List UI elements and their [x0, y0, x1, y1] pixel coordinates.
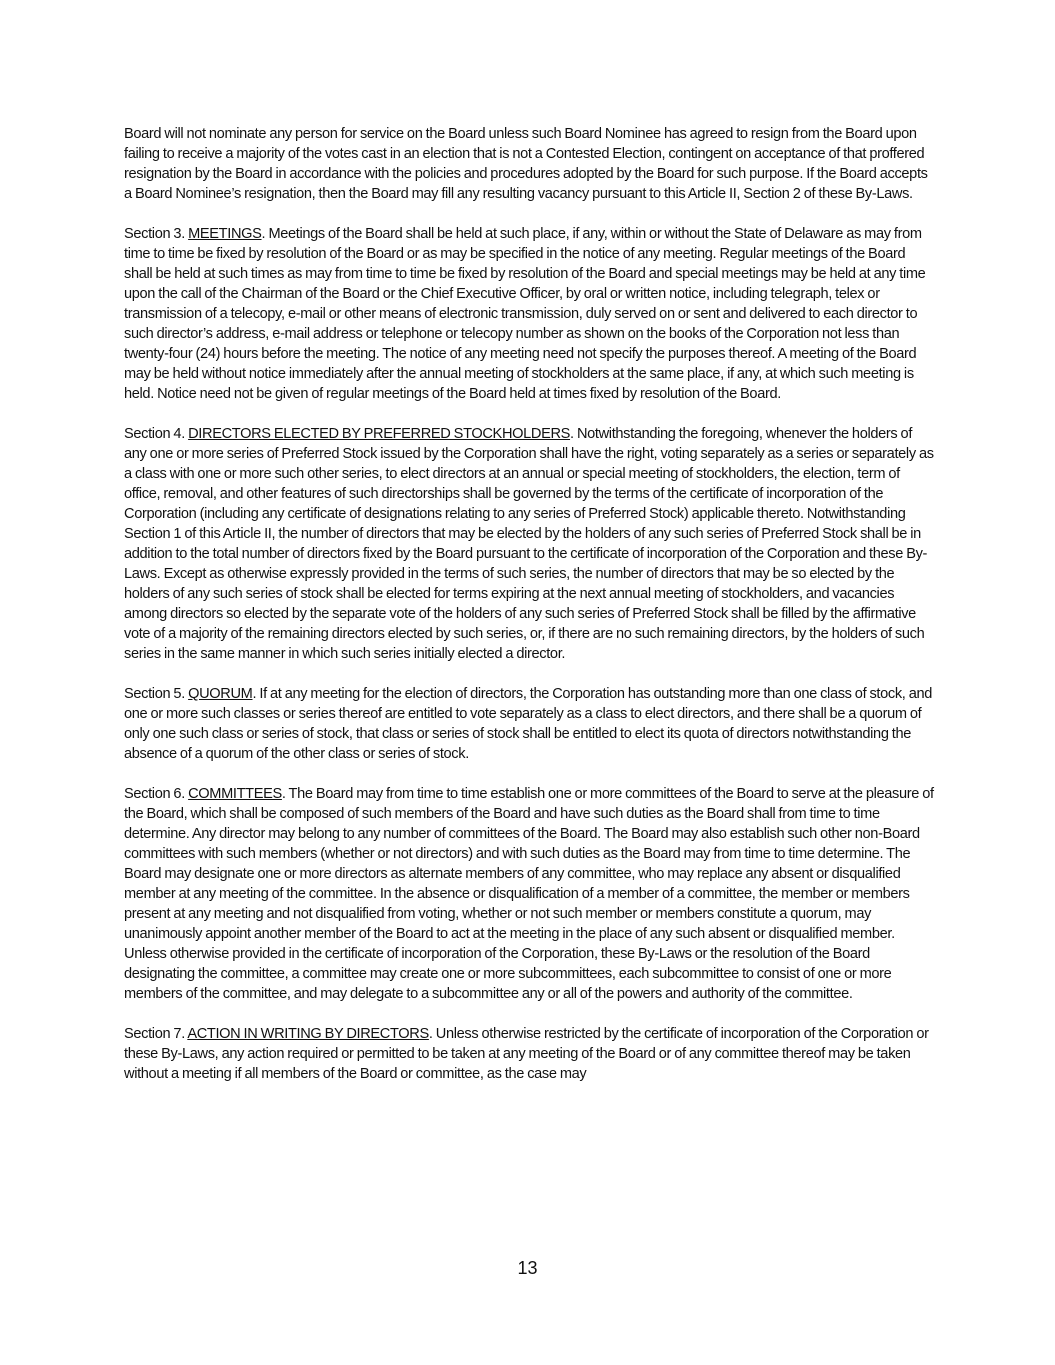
section-6-heading: COMMITTEES [188, 786, 282, 802]
section-3-heading: MEETINGS [188, 226, 262, 242]
section-4-prefix: Section 4. [124, 426, 189, 442]
section-7-action-in-writing [124, 1024, 936, 1084]
section-5-prefix: Section 5. [124, 686, 189, 702]
section-6-committees [124, 784, 936, 1004]
section-7-heading: ACTION IN WRITING BY DIRECTORS [187, 1026, 429, 1042]
section-4-body: . Notwithstanding the foregoing, whenever the holders of any one or more series of Preferred Stock issued by the Corporation shall have the right, voting separately as a series or separately as a class with one or more such other series, to elect directors at an annual or special meeting of stockholders, the election, term of office, removal, and other features of such directorships shall be governed by the terms of the certificate of incorporation of the Corporation (including any certificate of designations relating to any series of Preferred Stock) applicable thereto. Notwithstanding Section 1 of this Article II, the number of directors that may be elected by the holders of any such series of Preferred Stock shall be in addition to the total number of directors fixed by the Board pursuant to the certificate of incorporation of the Corporation and these By-Laws. Except as otherwise expressly provided in the terms of such series, the number of directors that may be so elected by the holders of any such series of stock shall be elected for terms expiring at the next annual meeting of stockholders, and vacancies among directors so elected by the separate vote of the holders of any such series of Preferred Stock shall be filled by the affirmative vote of a majority of the remaining directors elected by such series, or, if there are no such remaining directors, by the holders of such series in the same manner in which such series initially elected a director. [124, 426, 934, 662]
page-number: 13 [517, 1258, 538, 1278]
section-3-body: . Meetings of the Board shall be held at such place, if any, within or without the State of Delaware as may from time to time be fixed by resolution of the Board or as may be specified in the notice of any meeting. Regular meetings of the Board shall be held at such times as may from time to time be fixed by resolution of the Board and special meetings may be held at any time upon the call of the Chairman of the Board or the Chief Executive Officer, by oral or written notice, including telegraph, telex or transmission of a telecopy, e-mail or other means of electronic transmission, duly served on or sent and delivered to each director to such director’s address, e-mail address or telephone or telecopy number as shown on the books of the Corporation not less than twenty-four (24) hours before the meeting. The notice of any meeting need not specify the purposes thereof. A meeting of the Board may be held without notice immediately after the annual meeting of stockholders at the same place, if any, at which such meeting is held. Notice need not be given of regular meetings of the Board held at times fixed by resolution of the Board. [124, 226, 926, 402]
section-4-directors-elected [124, 424, 936, 664]
section-5-heading: QUORUM [188, 686, 253, 702]
section-5-body: . If at any meeting for the election of directors, the Corporation has outstanding more than one class of stock, and one or more such classes or series thereof are entitled to vote separately as a class to elect directors, and there shall be a quorum of only one such class or series of stock, that class or series of stock shall be entitled to elect its quota of directors notwithstanding the absence of a quorum of the other class or series of stock. [124, 686, 933, 762]
section-7-prefix: Section 7. [124, 1026, 188, 1042]
section-3-meetings [124, 224, 936, 404]
section-3-prefix: Section 3. [124, 226, 189, 242]
paragraph-board-nominee-resignation: Board will not nominate any person for service on the Board unless such Board Nominee has agreed to resign from the Board upon failing to receive a majority of the votes cast in an election that is not a Contested Election, contingent on acceptance of that proffered resignation by the Board in accordance with the policies and procedures adopted by the Board for such purpose. If the Board accepts a Board Nominee’s resignation, then the Board may fill any resulting vacancy pursuant to this Article II, Section 2 of these By-Laws. [124, 126, 928, 202]
section-6-prefix: Section 6. [124, 786, 189, 802]
section-6-body: . The Board may from time to time establish one or more committees of the Board to serve at the pleasure of the Board, which shall be composed of such members of the Board and have such duties as the Board shall from time to time determine. Any director may belong to any number of committees of the Board. The Board may also establish such other non-Board committees with such members (whether or not directors) and with such duties as the Board may from time to time determine. The Board may designate one or more directors as alternate members of any committee, who may replace any absent or disqualified member at any meeting of the committee. In the absence or disqualification of a member of a committee, the member or members present at any meeting and not disqualified from voting, whether or not such member or members constitute a quorum, may unanimously appoint another member of the Board to act at the meeting in the place of any such absent or disqualified member. Unless otherwise provided in the certificate of incorporation of the Corporation, these By-Laws or the resolution of the Board designating the committee, a committee may create one or more subcommittees, each subcommittee to consist of one or more members of the committee, and may delegate to a subcommittee any or all of the powers and authority of the committee. [124, 786, 934, 1002]
section-7-body: . Unless otherwise restricted by the certificate of incorporation of the Corporation or these By-Laws, any action required or permitted to be taken at any meeting of the Board or of any committee thereof may be taken without a meeting if all members of the Board or committee, as the case may [124, 1026, 929, 1082]
document-body [124, 124, 936, 1104]
section-5-quorum [124, 684, 936, 764]
section-4-heading: DIRECTORS ELECTED BY PREFERRED STOCKHOLDERS [188, 426, 571, 442]
